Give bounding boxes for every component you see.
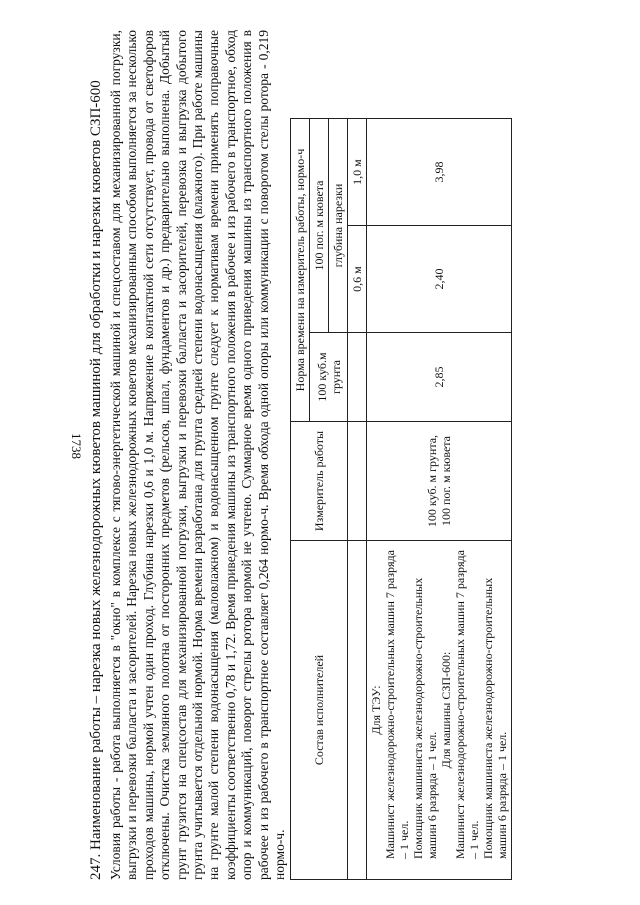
value-depth-06: 2,40	[367, 226, 512, 333]
workers-cell	[367, 541, 512, 880]
worker-line: Машинист железнодорожно-строительных машин 7 разряда – 1 чел.	[453, 550, 482, 859]
worker-line: Помощник машиниста железнодорожно-строительных машин 6 разряда – 1 чел.	[481, 577, 510, 859]
header-depth-10: 1,0 м	[348, 119, 367, 226]
header-norm: Норма времени на измеритель работы, нормо-ч	[291, 119, 310, 422]
group-title-teu: Для ТЭУ:	[369, 685, 384, 735]
header-unit: Измеритель работы	[291, 422, 348, 541]
unit-cell: 100 куб. м грунта, 100 пог. м кювета	[367, 422, 512, 541]
header-ditch: 100 пог. м кювета	[310, 119, 329, 333]
time-norms-table	[290, 118, 512, 880]
worker-line: Помощник машиниста железнодорожно-строительных машин 6 разряда – 1 чел.	[411, 577, 440, 859]
rotated-page-content	[88, 30, 608, 880]
table-header-row-4	[348, 119, 367, 880]
header-soil: 100 куб.м грунта	[310, 333, 348, 422]
page-number: 1738	[69, 433, 84, 459]
value-soil: 2,85	[367, 333, 512, 422]
table-row	[367, 119, 512, 880]
header-depth: глубина нарезки	[329, 119, 348, 333]
worker-line: Машинист железнодорожно-строительных машин 7 разряда – 1 чел.	[383, 550, 412, 859]
section-heading: 247. Наименование работы – нарезка новых железнодорожных кюветов машиной для обработки и нарезки кюветов СЗП-600	[88, 80, 104, 880]
header-depth-06: 0,6 м	[348, 226, 367, 333]
work-conditions-paragraph: Условия работы - работа выполняется в "окно" в комплексе с тягово-энергетической машиной и спецсоставом для механизированной погрузки, выгрузки и перевозки балласта и засорителей. Нарезка новых железнодорожных кюветов механизированным способом выполняется за несколько проходов машины, нормой учтен один проход. Глубина нарезки 0,6 и 1,0 м. Напряжение в контактной сети отсутствует, провода от светофоров отключены. Очистка земляного полотна от посторонних предметов (рельсов, шпал, фундаментов и др.) предварительно выполнена. Добытый грунт грузится на спецсостав для механизированной погрузки, выгрузки и перевозки балласта и засорителей, перевозка и выгрузка добытого грунта учитывается отдельной нормой. Норма времени разработана для грунта средней степени водонасыщения (влажного). При работе машины на грунте малой степени водонасыщения (маловлажном) и водонасыщенном грунте следует к нормативам времени применять поправочные коэффициенты соответственно 0,78 и 1,72. Время приведения машины из транспортного положения в рабочее и из рабочего в транспортное, обход опор и коммуникаций, поворот стрелы ротора нормой не учтено. Суммарное время одного приведения машины из транспортного положения в рабочее и из рабочего в транспортное составляет 0,264 нормо-ч. Время обхода одной опоры или коммуникации с поворотом стелы ротора - 0,219 нормо-ч.	[108, 30, 288, 880]
value-depth-10: 3,98	[367, 119, 512, 226]
header-composition: Состав исполнителей	[291, 541, 348, 880]
table-header-row-1	[291, 119, 310, 880]
group-title-szp: Для машины СЗП-600:	[439, 651, 454, 769]
